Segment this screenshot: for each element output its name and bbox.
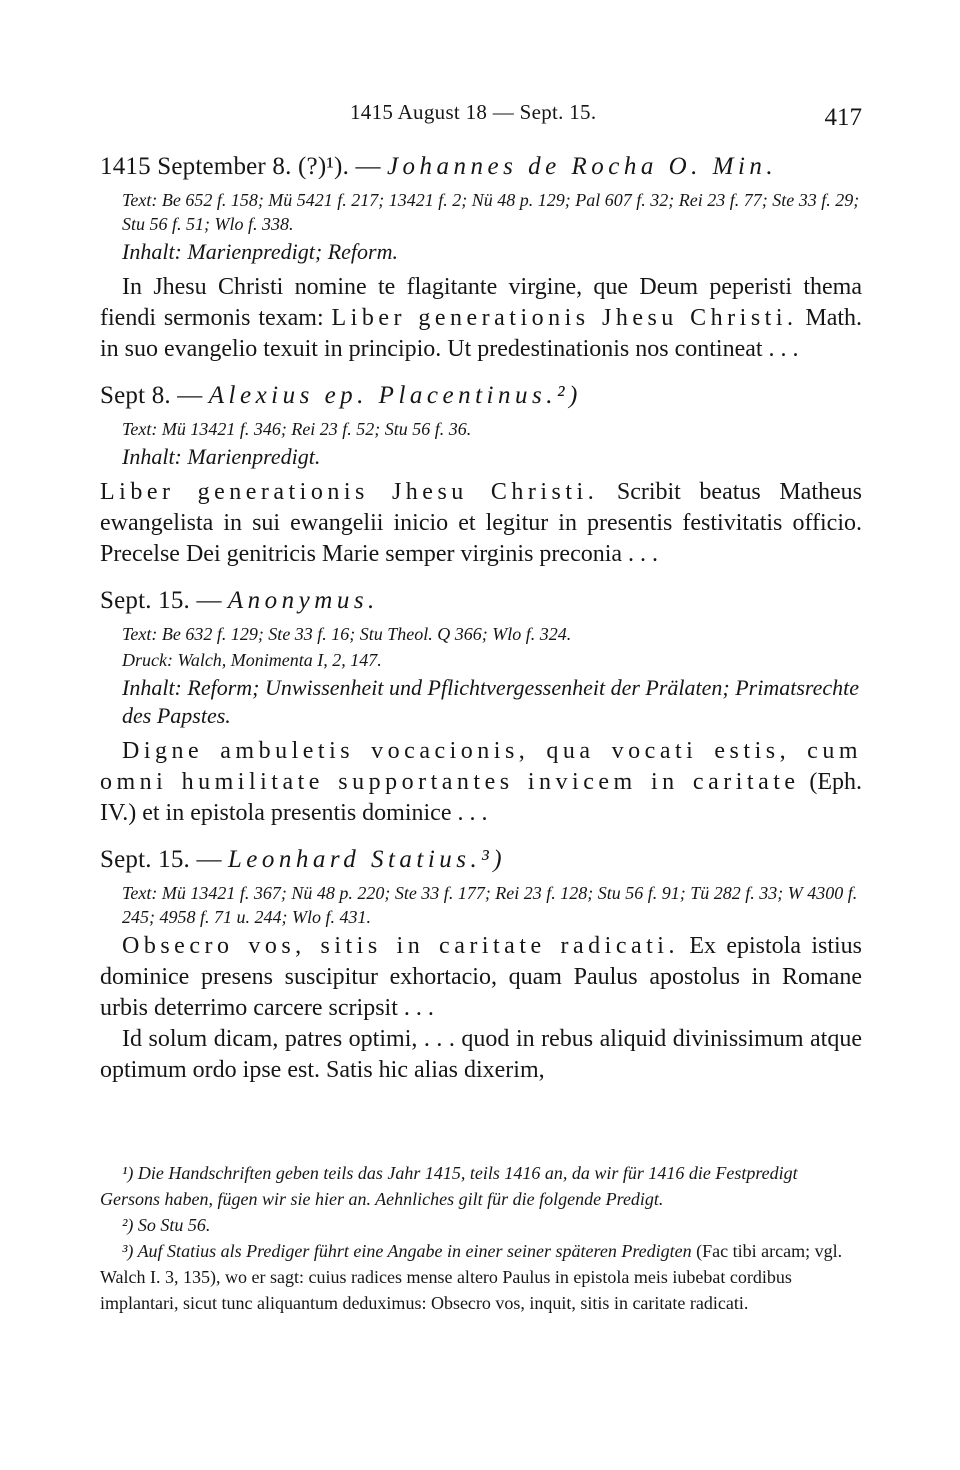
entry-body bbox=[100, 272, 862, 365]
footnote-text: ²) So Stu 56. bbox=[122, 1215, 211, 1235]
running-head bbox=[100, 100, 862, 150]
sermon-entry bbox=[100, 150, 862, 365]
entry-inhalt: Inhalt: Reform; Unwissenheit und Pflichtvergessenheit der Prälaten; Primatsrechte des Papstes. bbox=[122, 675, 860, 728]
entry-body-paragraph: Id solum dicam, patres optimi, . . . quod in rebus aliquid divinissimum atque optimum ordo ipse est. Satis hic alias dixerim, bbox=[100, 1026, 862, 1083]
body-segment: Ex epistola istius dominice presens suscipitur exhortacio, quam Paulus apostolus in Romane urbis deterrimo carcere scripsit . . . bbox=[100, 933, 863, 1021]
entry-text-sources: Text: Be 632 f. 129; Ste 33 f. 16; Stu Theol. Q 366; Wlo f. 324. bbox=[122, 624, 572, 644]
body-segment: Scribit beatus Matheus ewangelista in sui ewangelii inicio et legitur in presentis festivitatis officio. Precelse Dei genitricis Marie semper virginis preconia . . . bbox=[100, 479, 862, 567]
entry-text-sources: Text: Mü 13421 f. 346; Rei 23 f. 52; Stu 56 f. 36. bbox=[122, 419, 472, 439]
entry-body bbox=[100, 931, 862, 1024]
footnote-3 bbox=[100, 1238, 862, 1316]
footnote-quote: cuius radices mense altero Paulus in epistola meis iubebat cordibus implantari, sicut tunc aliquantum deduximus: Obsecro vos, inquit, sitis in caritate radicati. bbox=[100, 1267, 792, 1313]
entry-body bbox=[100, 477, 862, 570]
body-segment: (Eph. IV.) et in epistola presentis dominice . . . bbox=[100, 769, 863, 826]
footnote-reference: (Fac tibi arcam; vgl. Walch I. 3, 135), wo er sagt: bbox=[100, 1241, 843, 1287]
entry-date: Sept. 15. — bbox=[100, 846, 222, 873]
entry-author: Leonhard Statius.³) bbox=[227, 846, 507, 873]
entry-heading bbox=[100, 843, 862, 877]
entry-author: Anonymus. bbox=[227, 587, 379, 614]
entry-druck: Druck: Walch, Monimenta I, 2, 147. bbox=[122, 650, 382, 670]
entry-heading bbox=[100, 379, 862, 413]
page-number: 417 bbox=[824, 104, 862, 131]
entry-date: 1415 September 8. (?)¹). — bbox=[100, 153, 381, 180]
sermon-entry bbox=[100, 379, 862, 570]
entry-author: Alexius ep. Placentinus.²) bbox=[208, 382, 582, 409]
body-spaced-segment: Obsecro vos, sitis in caritate radicati. bbox=[122, 933, 679, 959]
entry-date: Sept. 15. — bbox=[100, 587, 222, 614]
sermon-entry bbox=[100, 843, 862, 1086]
footnote-2 bbox=[100, 1212, 862, 1238]
entry-inhalt: Inhalt: Marienpredigt; Reform. bbox=[122, 239, 398, 264]
body-segment: In Jhesu Christi nomine te flagitante virgine, que Deum peperisti thema fiendi sermonis texam: bbox=[100, 274, 862, 331]
body-segment: Math. in suo evangelio texuit in principio. Ut predestinationis nos contineat . . . bbox=[100, 305, 863, 362]
footnote-text: ¹) Die Handschriften geben teils das Jahr 1415, teils 1416 an, da wir für 1416 die Festpredigt Gersons haben, fügen wir sie hier an. Aehnliches gilt für die folgende Predigt. bbox=[100, 1163, 798, 1209]
footnote-1 bbox=[100, 1160, 862, 1212]
sermon-entry bbox=[100, 584, 862, 829]
running-title: 1415 August 18 — Sept. 15. bbox=[350, 100, 597, 124]
footnotes bbox=[100, 1160, 862, 1316]
page-content bbox=[100, 150, 862, 1086]
entry-inhalt: Inhalt: Marienpredigt. bbox=[122, 444, 321, 469]
body-spaced-segment: Liber generationis Jhesu Christi. bbox=[331, 305, 798, 331]
entry-body bbox=[100, 736, 862, 829]
entry-text-sources: Text: Mü 13421 f. 367; Nü 48 p. 220; Ste 33 f. 177; Rei 23 f. 128; Stu 56 f. 91; Tü 282 f. 33; W 4300 f. 245; 4958 f. 71 u. 244; Wlo f. 431. bbox=[122, 883, 858, 927]
footnote-text: ³) Auf Statius als Prediger führt eine Angabe in einer seiner späteren Predigten bbox=[122, 1241, 692, 1261]
entry-date: Sept 8. — bbox=[100, 382, 203, 409]
entry-heading bbox=[100, 150, 862, 184]
entry-author: Johannes de Rocha O. Min. bbox=[386, 153, 778, 180]
entry-text-sources: Text: Be 652 f. 158; Mü 5421 f. 217; 13421 f. 2; Nü 48 p. 129; Pal 607 f. 32; Rei 23 f. 77; Ste 33 f. 29; Stu 56 f. 51; Wlo f. 338. bbox=[122, 190, 860, 234]
body-spaced-segment: Digne ambuletis vocacionis, qua vocati estis, cum omni humilitate supportantes invicem in caritate bbox=[100, 738, 862, 795]
entry-heading bbox=[100, 584, 862, 618]
body-spaced-segment: Liber generationis Jhesu Christi. bbox=[100, 479, 599, 505]
